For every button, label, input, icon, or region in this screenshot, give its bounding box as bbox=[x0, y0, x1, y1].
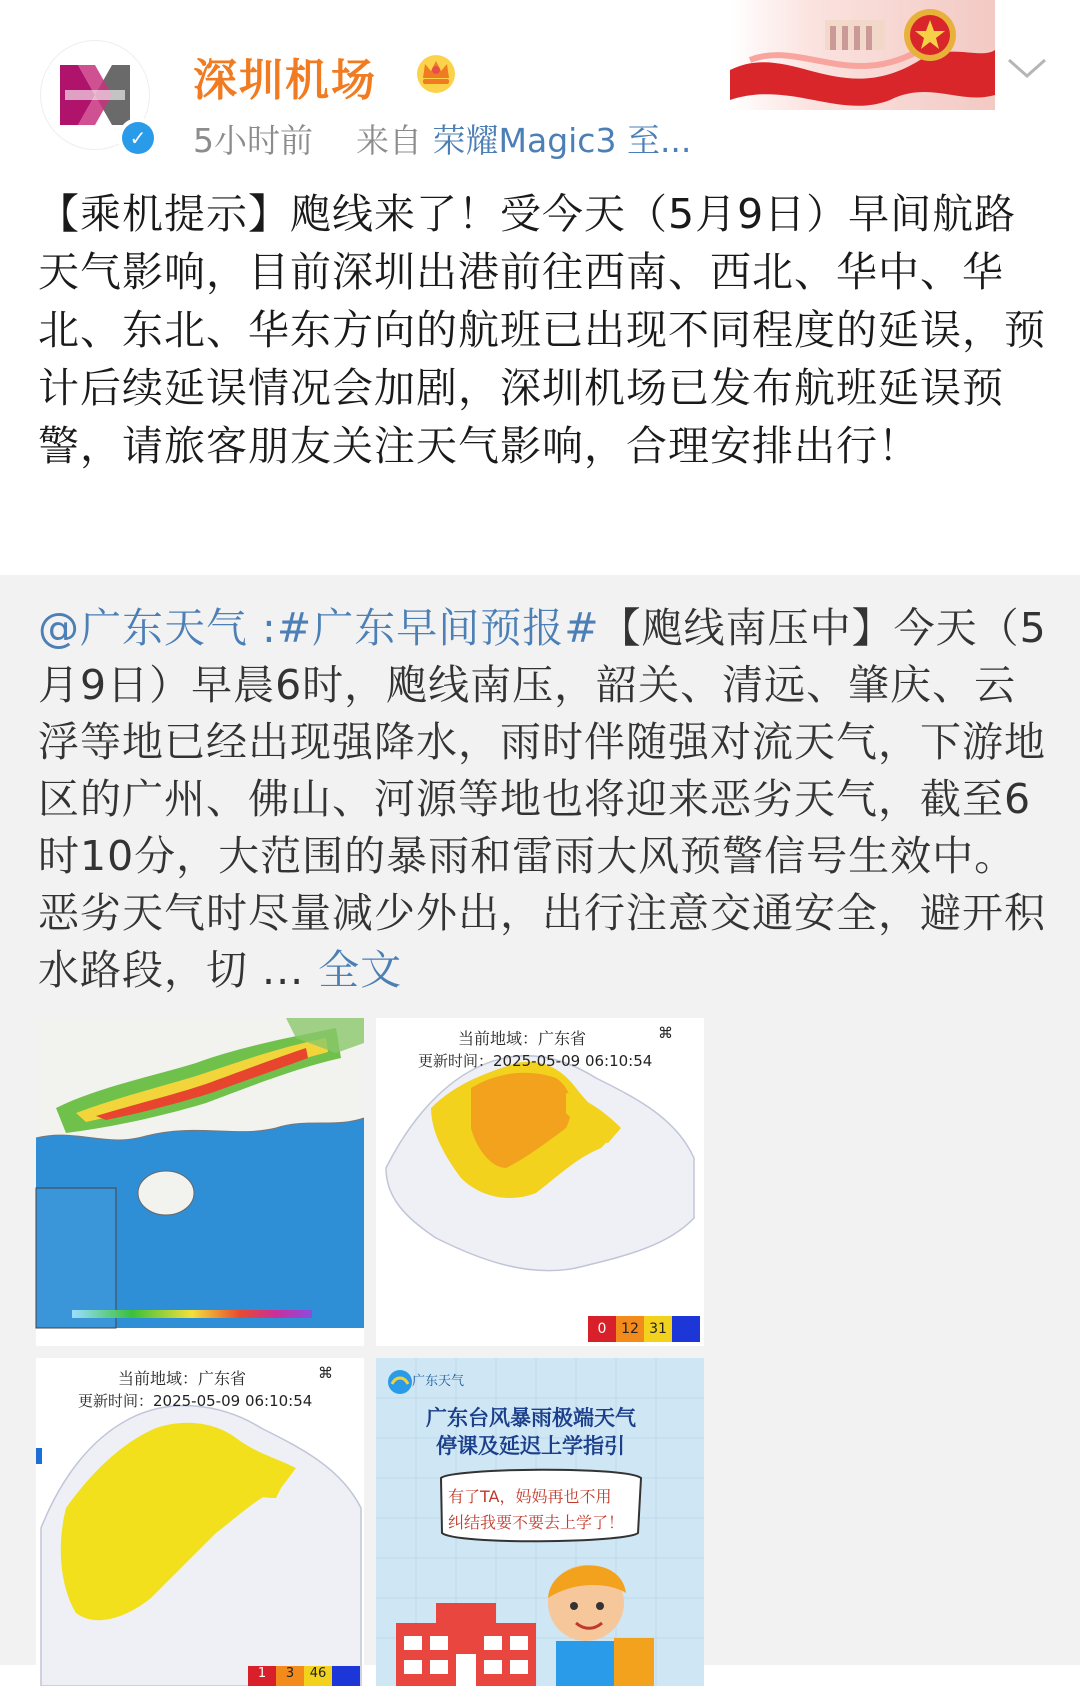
poster-title-line2: 停课及延迟上学指引 bbox=[436, 1434, 625, 1458]
radar-map-image[interactable] bbox=[36, 1018, 364, 1346]
post-meta bbox=[193, 115, 691, 162]
source-prefix: 来自 bbox=[356, 121, 422, 160]
topic-link[interactable]: #广东早间预报# bbox=[276, 604, 600, 652]
poster-brand: 广东天气 bbox=[412, 1374, 465, 1389]
poster-title-line1: 广东台风暴雨极端天气 bbox=[426, 1406, 636, 1430]
map2-updated: 更新时间：2025-05-09 06:10:54 bbox=[418, 1052, 653, 1070]
poster-image[interactable] bbox=[376, 1358, 704, 1686]
post-source[interactable]: 荣耀Magic3 至... bbox=[432, 121, 692, 160]
warning-map-image-1[interactable] bbox=[376, 1018, 704, 1346]
legend-red-2: 1 bbox=[248, 1666, 276, 1686]
crown-icon bbox=[414, 50, 458, 94]
radar-map bbox=[36, 1018, 364, 1346]
legend-blue-2 bbox=[332, 1666, 360, 1686]
mention-link[interactable]: @广东天气 bbox=[38, 604, 248, 652]
legend-blue bbox=[672, 1316, 700, 1342]
verified-badge bbox=[118, 118, 158, 158]
map2-region: 当前地域：广东省 bbox=[458, 1029, 587, 1048]
repost-body bbox=[38, 600, 1048, 999]
decorative-banner bbox=[730, 0, 995, 110]
chevron-down-icon[interactable] bbox=[1003, 52, 1051, 84]
username[interactable]: 深圳机场 bbox=[193, 55, 377, 106]
map3-region: 当前地域：广东省 bbox=[118, 1369, 247, 1388]
map3-corner: ⌘ bbox=[318, 1364, 333, 1382]
legend-yellow-2: 46 bbox=[304, 1666, 332, 1686]
post-header bbox=[0, 0, 1080, 165]
legend-yellow: 31 bbox=[644, 1316, 672, 1342]
verified-icon: ✓ bbox=[122, 122, 154, 154]
repost-text: 【飑线南压中】今天（5月9日）早晨6时，飑线南压，韶关、清远、肇庆、云浮等地已经出现强降水，雨时伴随强对流天气，下游地区的广州、佛山、河源等地也将迎来恶劣天气，截至6时10分，大范围的暴雨和雷雨大风预警信号生效中。恶劣天气时尽量减少外出，出行注意交通安全，避开积水路段，切 ... bbox=[38, 604, 1047, 994]
legend-red: 0 bbox=[588, 1316, 616, 1342]
post-body: 【乘机提示】飑线来了！受今天（5月9日）早间航路天气影响，目前深圳出港前往西南、西北、华中、华北、东北、华东方向的航班已出现不同程度的延误，预计后续延误情况会加剧，深圳机场已发布航班延误预警，请旅客朋友关注天气影响，合理安排出行！ bbox=[38, 190, 1046, 470]
legend-orange-2: 3 bbox=[276, 1666, 304, 1686]
map3-updated: 更新时间：2025-05-09 06:10:54 bbox=[78, 1392, 313, 1410]
map2-corner: ⌘ bbox=[658, 1024, 673, 1042]
poster-bubble-line2: 纠结我要不要去上学了！ bbox=[448, 1513, 625, 1532]
warning-map-image-2[interactable] bbox=[36, 1358, 364, 1686]
legend-orange: 12 bbox=[616, 1316, 644, 1342]
post-time: 5小时前 bbox=[193, 121, 313, 160]
mention-separator: : bbox=[248, 604, 277, 652]
read-more-link[interactable]: 全文 bbox=[318, 946, 403, 994]
map2-legend bbox=[588, 1316, 700, 1342]
poster-bubble-line1: 有了TA，妈妈再也不用 bbox=[448, 1487, 612, 1506]
map3-legend bbox=[248, 1666, 360, 1686]
repost-card[interactable] bbox=[0, 575, 1080, 1681]
